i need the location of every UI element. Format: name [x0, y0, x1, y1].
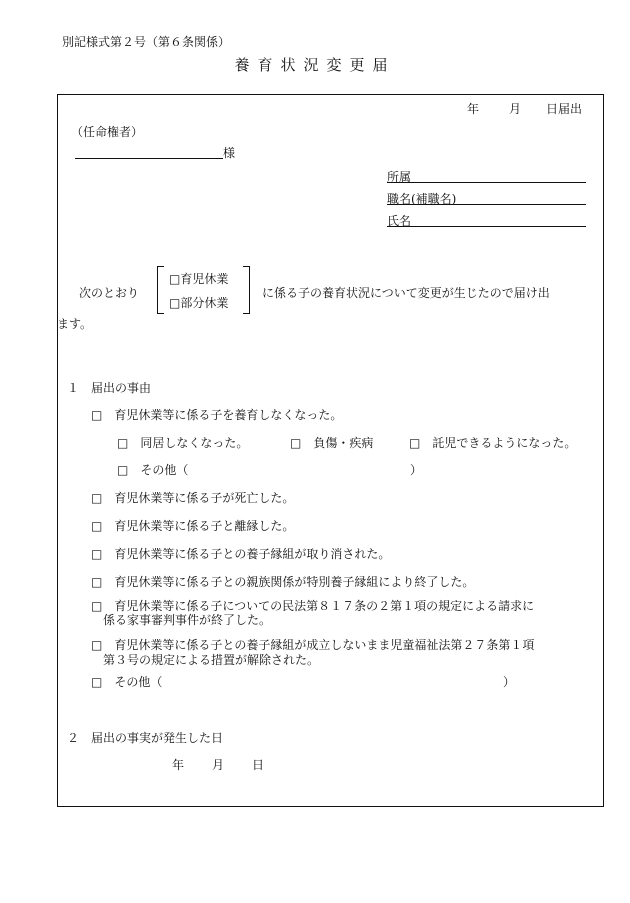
date-year: 年 [467, 102, 480, 116]
occurrence-month[interactable]: 月 [212, 758, 225, 772]
option-childcare-leave[interactable]: □育児休業 [169, 272, 229, 286]
reason-childcare-available[interactable]: □ 託児できるようになった。 [409, 436, 577, 450]
intro-suffix: に係る子の養育状況について変更が生じたので届け出 [262, 286, 550, 300]
reason-special-adoption[interactable]: □ 育児休業等に係る子との親族関係が特別養子縁組により終了した。 [91, 575, 475, 589]
date-day: 日届出 [546, 102, 583, 116]
reason-other[interactable]: □ その他（ [91, 675, 163, 689]
reason-no-longer-raising[interactable]: □ 育児休業等に係る子を養育しなくなった。 [91, 408, 343, 422]
document-title: 養育状況変更届 [234, 56, 396, 74]
reason-welfare-measure-line2: 第３号の規定による措置が解除された。 [103, 653, 320, 667]
appointer-line[interactable] [75, 158, 223, 159]
reason-sub-other-close: ） [410, 463, 423, 477]
option-partial-leave[interactable]: □部分休業 [169, 296, 229, 310]
reason-family-court-line2: 係る家事審判事件が終了した。 [103, 613, 272, 627]
reason-family-court-line1[interactable]: □ 育児休業等に係る子についての民法第８１７条の２第１項の規定による請求に [91, 599, 535, 613]
form-number: 別記様式第２号（第６条関係） [62, 35, 231, 49]
section2-heading: ２ 届出の事実が発生した日 [67, 731, 224, 745]
appointer-label: （任命権者） [71, 125, 144, 139]
reason-not-cohabiting[interactable]: □ 同居しなくなった。 [117, 436, 249, 450]
occurrence-day[interactable]: 日 [252, 758, 265, 772]
affiliation-label: 所属 [387, 170, 412, 184]
reason-sub-other[interactable]: □ その他（ [117, 463, 189, 477]
occurrence-year[interactable]: 年 [172, 758, 185, 772]
affiliation-line[interactable] [387, 182, 586, 183]
reason-dissolved-adoption[interactable]: □ 育児休業等に係る子と離縁した。 [91, 519, 295, 533]
name-line[interactable] [387, 226, 586, 227]
name-label: 氏名 [387, 214, 412, 228]
reason-injury-illness[interactable]: □ 負傷・疾病 [290, 436, 374, 450]
reason-other-close: ） [503, 675, 516, 689]
reason-welfare-measure-line1[interactable]: □ 育児休業等に係る子との養子縁組が成立しないまま児童福祉法第２７条第１項 [91, 638, 535, 652]
bracket-right [243, 266, 250, 314]
intro-prefix: 次のとおり [79, 286, 140, 300]
position-label: 職名(補職名) [387, 192, 457, 206]
reason-child-died[interactable]: □ 育児休業等に係る子が死亡した。 [91, 491, 295, 505]
appointer-suffix: 様 [223, 146, 236, 160]
position-line[interactable] [387, 204, 586, 205]
section1-heading: １ 届出の事由 [67, 381, 152, 395]
intro-continuation: ます。 [57, 317, 93, 331]
reason-adoption-cancelled[interactable]: □ 育児休業等に係る子との養子縁組が取り消された。 [91, 547, 391, 561]
date-month: 月 [509, 102, 522, 116]
bracket-left [157, 266, 164, 314]
